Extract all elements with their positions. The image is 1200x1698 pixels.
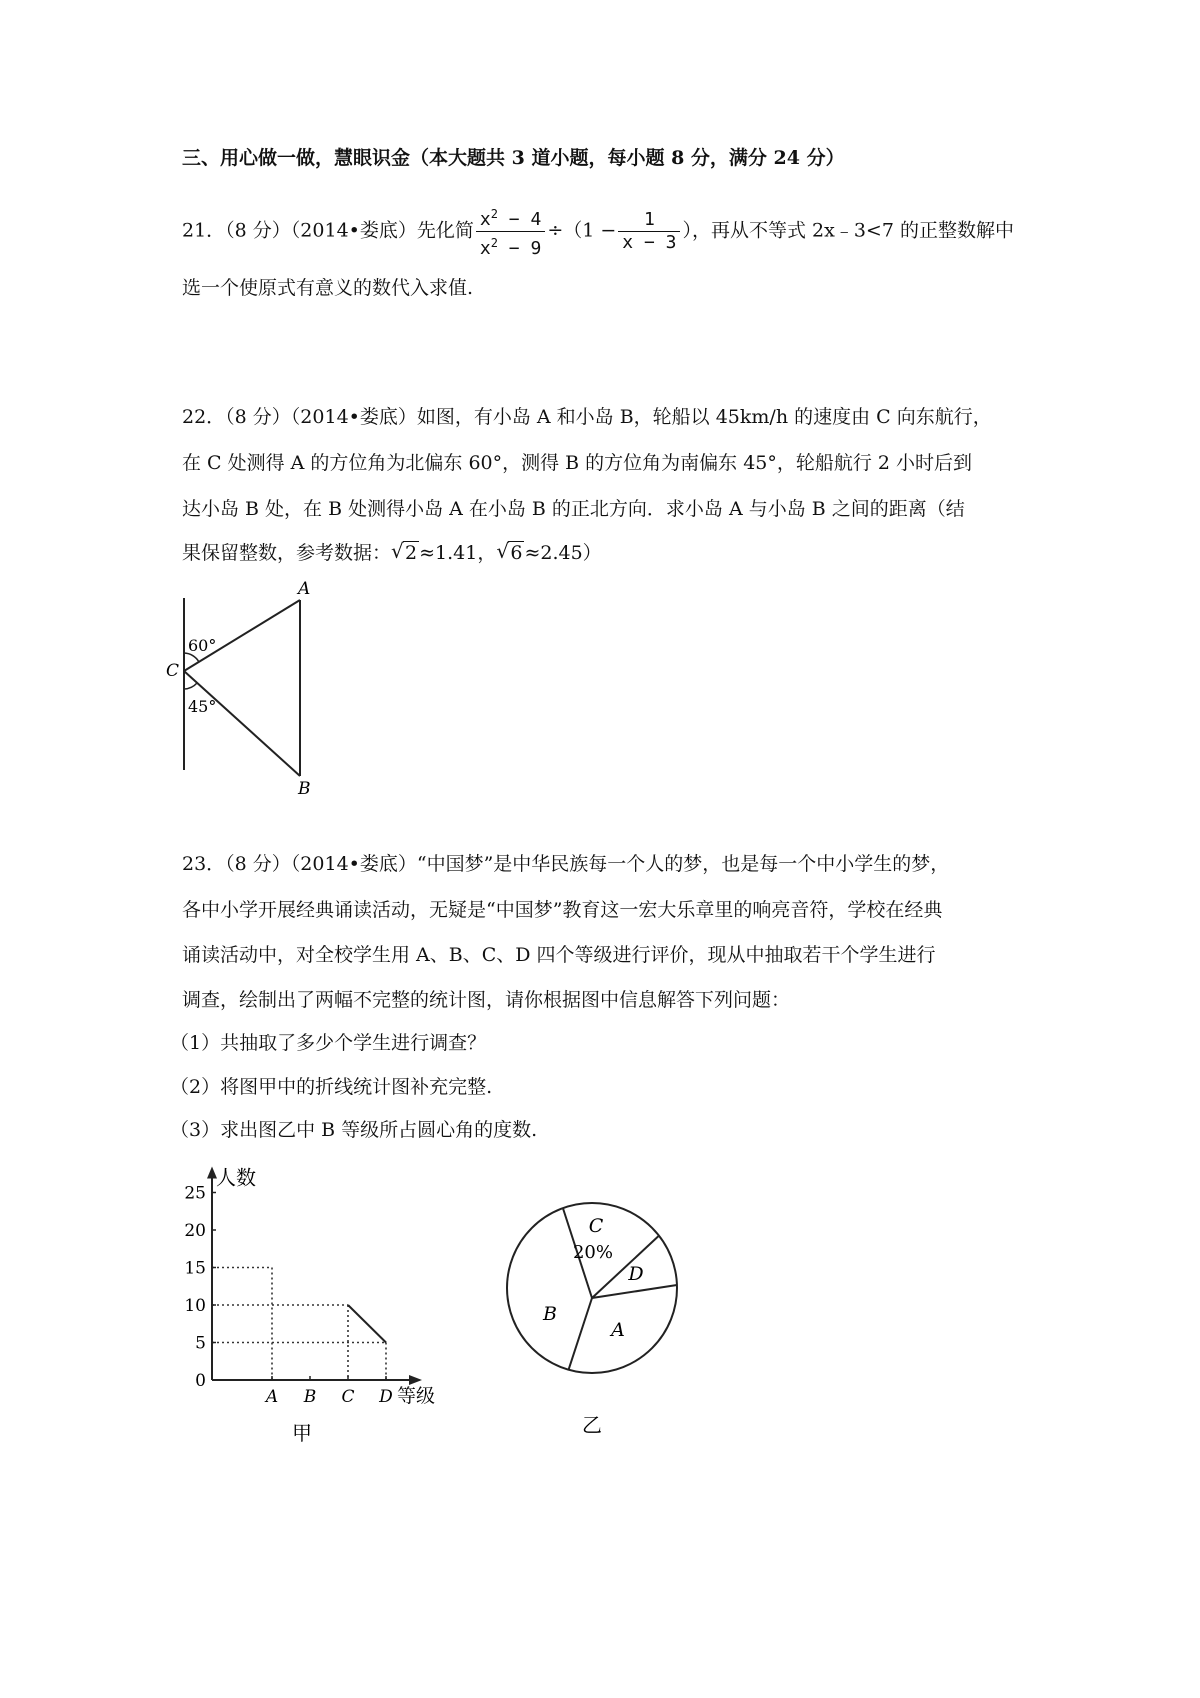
angle-label-bottom: 45°	[188, 697, 217, 716]
y-tick-label: 0	[195, 1371, 206, 1391]
question-23-line-1: 23．（8 分）（2014•娄底）“中国梦”是中华民族每一个人的梦，也是每一个中小学生的梦，	[182, 853, 950, 875]
pie-chart-yi	[500, 1196, 700, 1446]
q21-fraction-1: $\frac{x^2 - 4}{x^2 - 9}$	[476, 203, 545, 260]
q21-fraction-2: $\frac{1}{x - 3}$	[618, 209, 680, 254]
label-c: C	[166, 661, 180, 681]
question-23-line-4: 调查，绘制出了两幅不完整的统计图，请你根据图中信息解答下列问题：	[182, 989, 791, 1011]
question-23-sub-1: （1）共抽取了多少个学生进行调查？	[170, 1032, 487, 1054]
x-axis-label: 等级	[397, 1385, 436, 1407]
q21-operator: ÷（1 −	[547, 219, 617, 242]
angle-label-top: 60°	[188, 636, 217, 655]
chart-caption: 甲	[292, 1421, 312, 1445]
y-tick-label: 25	[184, 1183, 206, 1204]
x-axis-arrow	[409, 1375, 422, 1385]
label-b: B	[298, 779, 311, 799]
question-21-line-1	[182, 203, 1014, 260]
y-tick-label: 20	[184, 1221, 206, 1241]
line-chart-jia	[160, 1150, 436, 1450]
question-23-sub-2: （2）将图甲中的折线统计图补充完整.	[170, 1076, 493, 1098]
question-22-line-3: 达小岛 B 处，在 B 处测得小岛 A 在小岛 B 的正北方向．求小岛 A 与小岛 B 之间的距离（结	[182, 498, 965, 520]
question-21-line-2: 选一个使原式有意义的数代入求值.	[182, 277, 474, 299]
chart-caption: 乙	[582, 1413, 602, 1437]
x-tick-label: D	[379, 1387, 393, 1407]
navigation-figure	[160, 578, 340, 798]
pie-slice-percent: 20%	[572, 1242, 614, 1263]
pie-slice-label: B	[543, 1303, 557, 1325]
q21-suffix: ），再从不等式 2x﹣3<7 的正整数解中	[682, 219, 1014, 242]
question-23-line-3: 诵读活动中，对全校学生用 A、B、C、D 四个等级进行评价，现从中抽取若干个学生进行	[182, 944, 936, 966]
series-line-c-d	[348, 1305, 386, 1343]
x-tick-label: C	[341, 1387, 355, 1407]
sqrt-2: √ 2	[391, 539, 418, 564]
y-tick-label: 15	[184, 1258, 206, 1279]
pie-slice-label: D	[628, 1263, 644, 1285]
section-header: 三、用心做一做，慧眼识金（本大题共 3 道小题，每小题 8 分，满分 24 分）	[182, 147, 845, 169]
question-23-sub-3: （3）求出图乙中 B 等级所占圆心角的度数.	[170, 1119, 538, 1141]
question-23-line-2: 各中小学开展经典诵读活动，无疑是“中国梦”教育这一宏大乐章里的响亮音符，学校在经典	[182, 899, 943, 921]
segment-cb	[184, 671, 300, 776]
question-22-line-2: 在 C 处测得 A 的方位角为北偏东 60°，测得 B 的方位角为南偏东 45°，轮船航行 2 小时后到	[182, 452, 973, 474]
label-a: A	[298, 579, 311, 599]
x-tick-label: A	[265, 1387, 279, 1407]
angle-arc-bottom	[184, 683, 197, 689]
question-22-line-4: 果保留整数，参考数据： √ 2 ≈1.41， √ 6 ≈2.45）	[182, 539, 602, 564]
pie-slice-label: A	[611, 1319, 625, 1341]
q21-prefix: 21．（8 分）（2014•娄底）先化简	[182, 219, 474, 242]
sqrt-6: √ 6	[496, 539, 523, 564]
x-tick-label: B	[303, 1387, 317, 1407]
y-tick-label: 5	[195, 1333, 206, 1354]
question-22-line-1: 22．（8 分）（2014•娄底）如图，有小岛 A 和小岛 B，轮船以 45km/h 的速度由 C 向东航行，	[182, 406, 992, 428]
pie-slice-label: C	[588, 1215, 604, 1237]
y-tick-label: 10	[184, 1296, 206, 1316]
y-axis-label: 人数	[216, 1165, 256, 1190]
